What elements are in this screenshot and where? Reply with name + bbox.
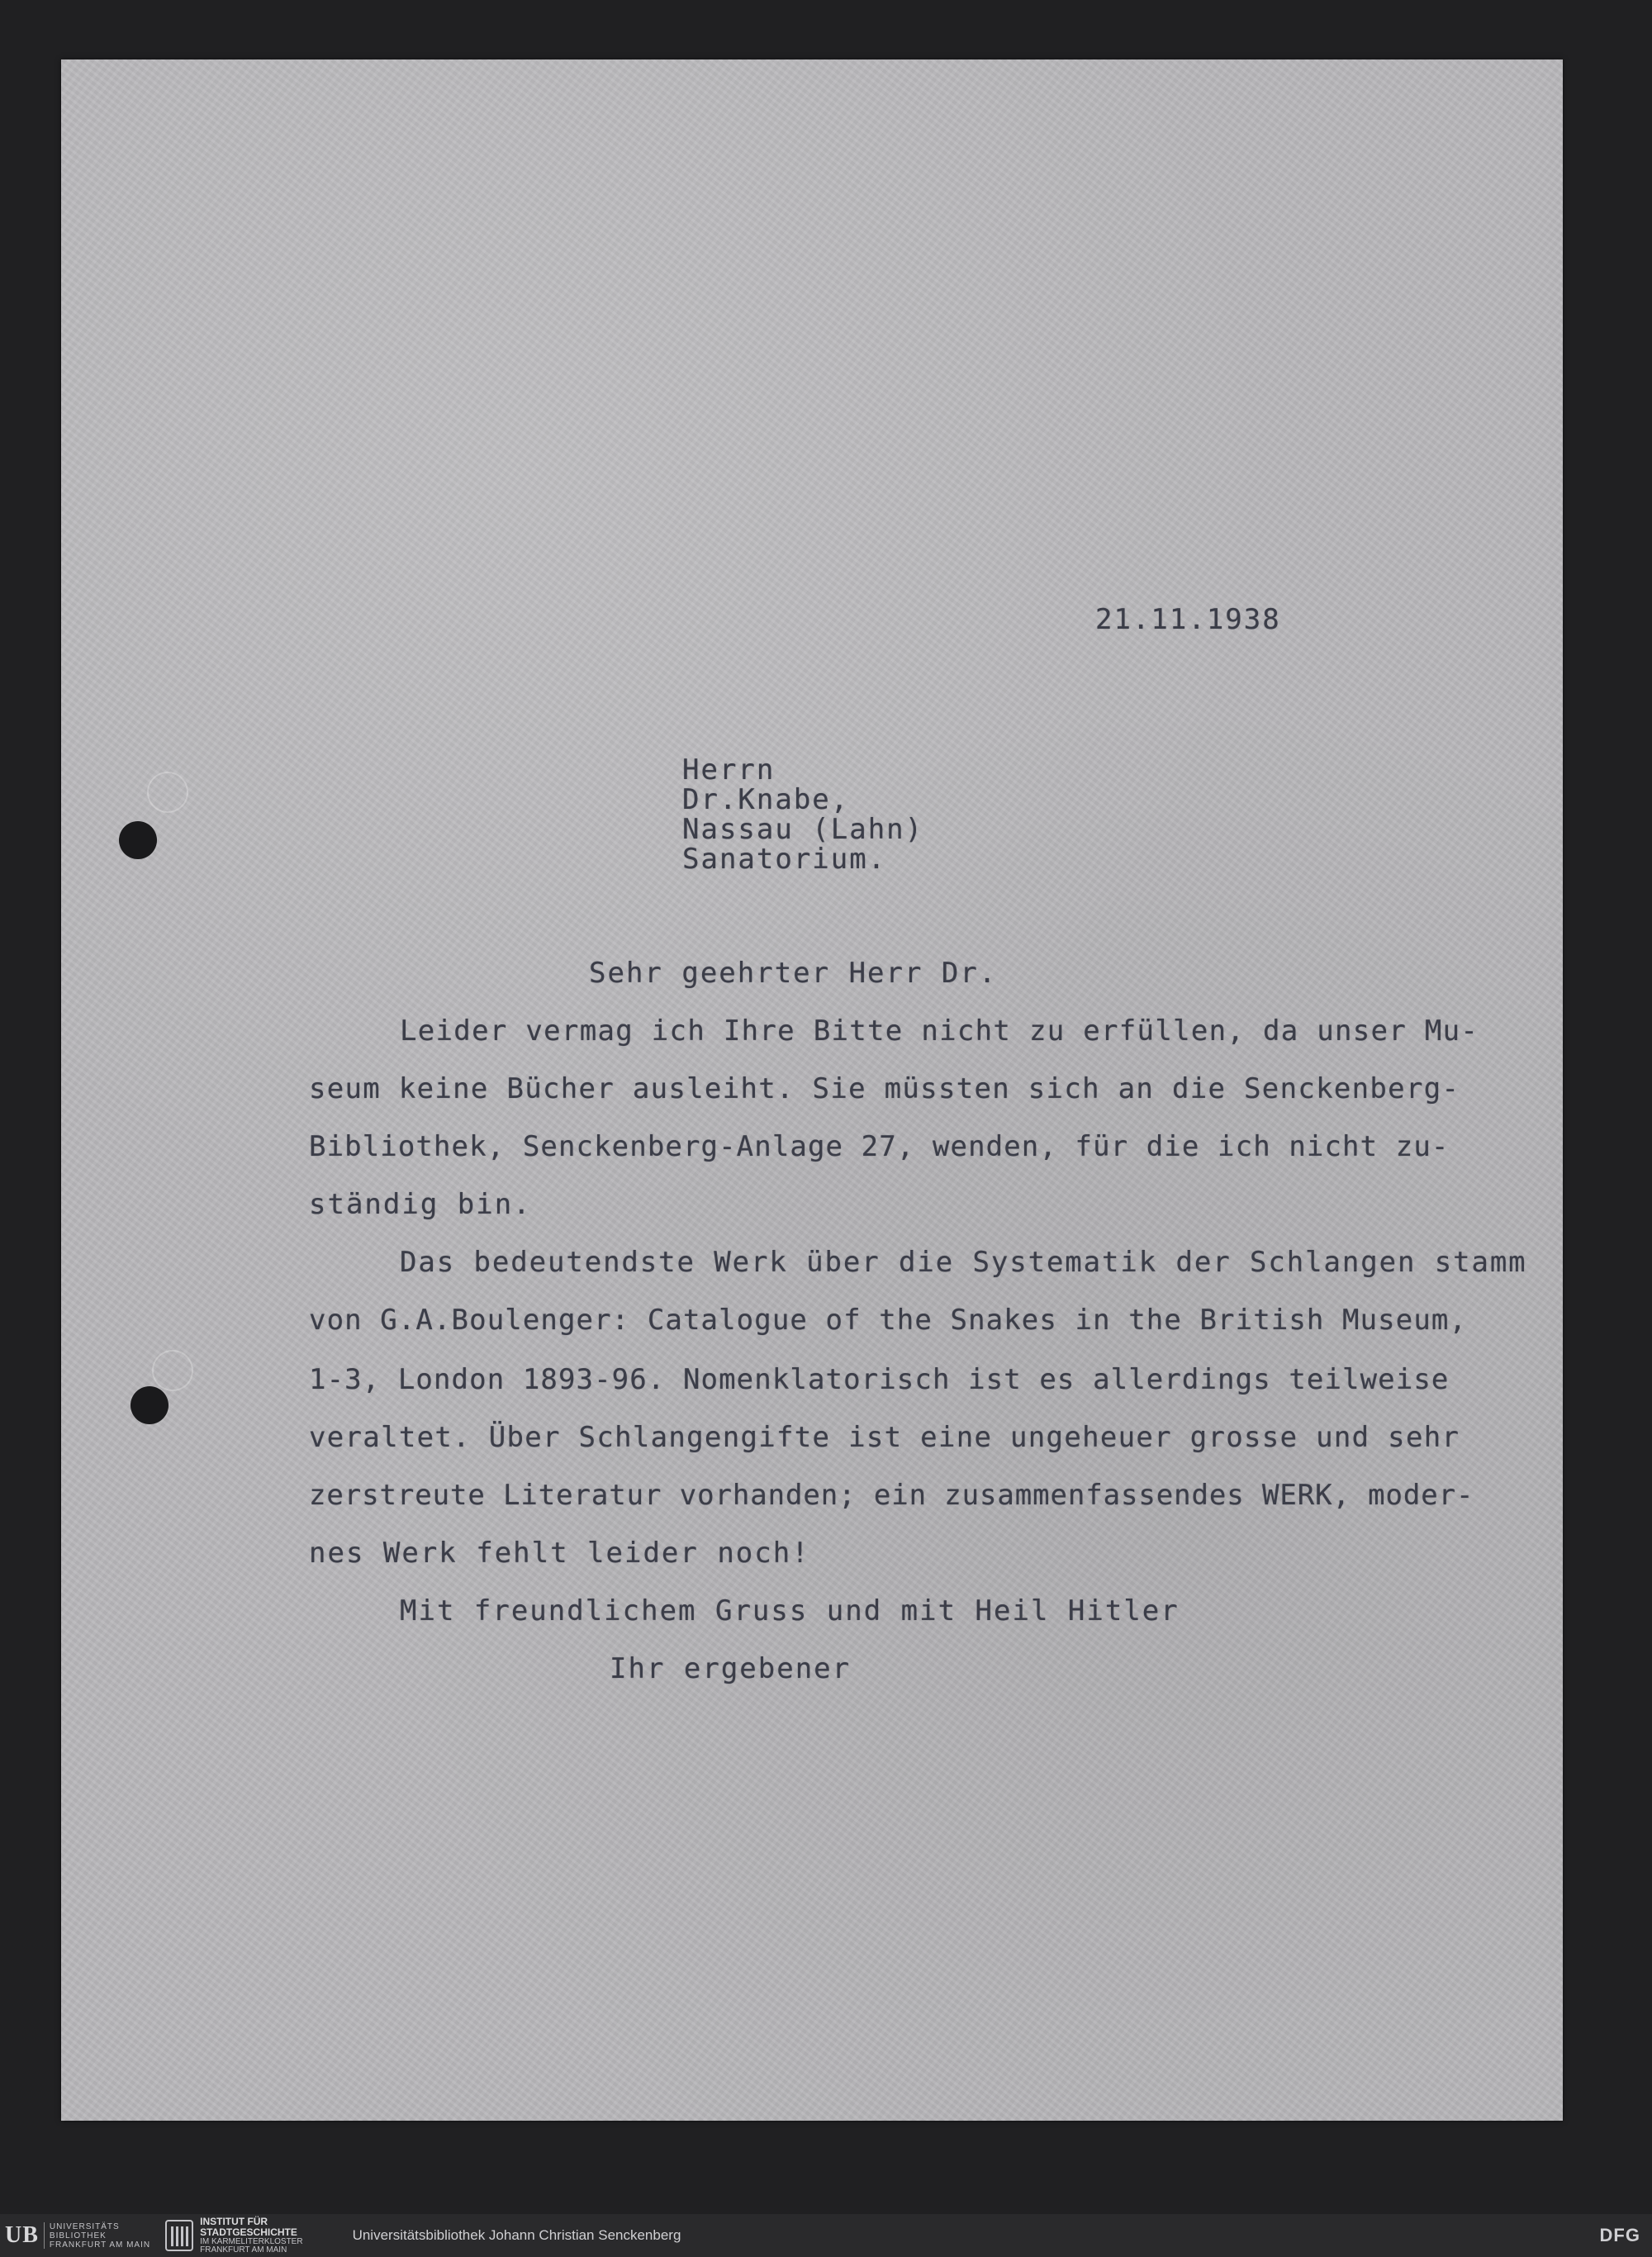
- ub-logo-line: BIBLIOTHEK: [49, 2231, 107, 2240]
- ub-logo-line: FRANKFURT AM MAIN: [49, 2240, 151, 2250]
- punch-hole: [131, 1386, 169, 1424]
- digitization-footer: [0, 2214, 1652, 2257]
- punch-hole-ghost: [147, 772, 188, 813]
- ub-logo: [5, 2222, 150, 2250]
- isg-logo: [165, 2217, 302, 2255]
- building-icon: [165, 2220, 193, 2251]
- isg-logo-text: [200, 2217, 302, 2255]
- punch-hole-ghost: [152, 1350, 193, 1391]
- address-line: Nassau (Lahn): [682, 813, 924, 846]
- punch-hole: [119, 821, 157, 859]
- body-line: 1-3, London 1893-96. Nomenklatorisch ist es allerdings teilweise: [309, 1363, 1450, 1396]
- signoff-line: Ihr ergebener: [610, 1652, 852, 1685]
- body-line: Das bedeutendste Werk über die Systematik der Schlangen stamm: [400, 1246, 1527, 1279]
- ub-logo-mark: UB: [5, 2222, 45, 2249]
- isg-logo-line: STADTGESCHICHTE: [200, 2226, 297, 2238]
- library-name: Universitätsbibliothek Johann Christian Senckenberg: [352, 2227, 681, 2243]
- address-line: Sanatorium.: [682, 843, 887, 876]
- body-line: von G.A.Boulenger: Catalogue of the Snakes in the British Museum,: [309, 1304, 1468, 1337]
- letter-date: 21.11.1938: [1095, 603, 1281, 636]
- ub-logo-text: [50, 2222, 150, 2250]
- dfg-logo: DFG: [1599, 2225, 1640, 2245]
- body-line: seum keine Bücher ausleiht. Sie müssten sich an die Senckenberg-: [309, 1072, 1460, 1105]
- address-line: Dr.Knabe,: [682, 783, 850, 816]
- body-line: veraltet. Über Schlangengifte ist eine ungeheuer grosse und sehr: [309, 1421, 1460, 1454]
- address-line: Herrn: [682, 753, 776, 786]
- isg-logo-line: IM KARMELITERKLOSTER: [200, 2237, 303, 2246]
- body-line: ständig bin.: [309, 1188, 532, 1221]
- ub-logo-line: UNIVERSITÄTS: [49, 2221, 120, 2231]
- salutation: Sehr geehrter Herr Dr.: [589, 957, 998, 990]
- body-line: zerstreute Literatur vorhanden; ein zusammenfassendes WERK, moder-: [309, 1479, 1474, 1512]
- closing-line: Mit freundlichem Gruss und mit Heil Hitler: [400, 1594, 1180, 1627]
- isg-logo-line: FRANKFURT AM MAIN: [200, 2245, 287, 2255]
- body-line: nes Werk fehlt leider noch!: [309, 1537, 810, 1570]
- body-line: Leider vermag ich Ihre Bitte nicht zu erfüllen, da unser Mu-: [400, 1014, 1479, 1048]
- isg-logo-line: INSTITUT FÜR: [200, 2216, 268, 2227]
- body-line: Bibliothek, Senckenberg-Anlage 27, wenden, für die ich nicht zu-: [309, 1130, 1450, 1163]
